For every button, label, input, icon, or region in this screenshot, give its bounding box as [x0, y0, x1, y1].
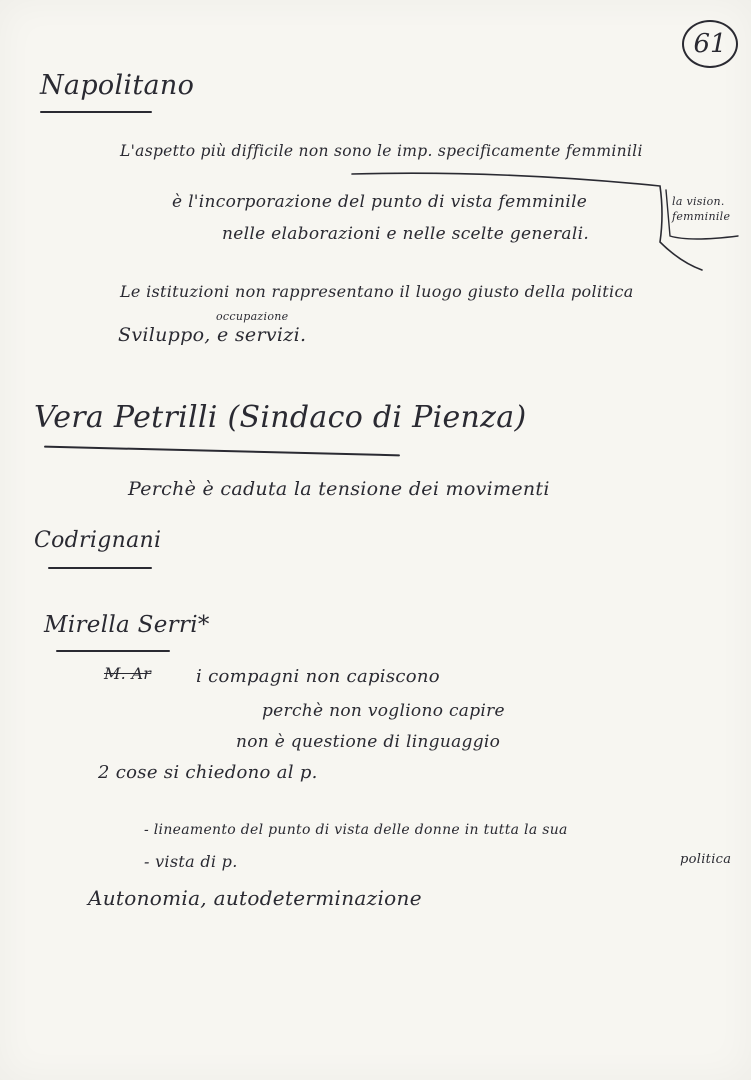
note-line: Le istituzioni non rappresentano il luogo giusto della politica: [120, 282, 634, 301]
note-line: L'aspetto più difficile non sono le imp. specificamente femminili: [120, 142, 643, 160]
note-line: Sviluppo, e servizi.: [118, 324, 307, 346]
struck-text: M. Ar: [104, 664, 152, 683]
note-line-continuation: politica: [680, 852, 732, 867]
note-line: - lineamento del punto di vista delle donne in tutta la sua: [144, 822, 568, 838]
page-number: 61: [682, 20, 738, 68]
section-heading-napolitano: Napolitano: [40, 70, 195, 101]
note-line: 2 cose si chiedono al p.: [98, 762, 318, 783]
section-heading-codrignani: Codrignani: [34, 528, 162, 553]
note-line: è l'incorporazione del punto di vista femminile: [172, 192, 588, 212]
section-heading-serri: Mirella Serri*: [44, 612, 210, 638]
note-line: perchè non vogliono capire: [262, 701, 505, 721]
note-line: i compagni non capiscono: [196, 666, 440, 687]
note-line: - vista di p.: [144, 852, 238, 871]
note-line: Perchè è caduta la tensione dei movimenti: [128, 478, 550, 500]
note-line: Autonomia, autodeterminazione: [88, 886, 422, 910]
note-line: non è questione di linguaggio: [236, 732, 501, 752]
inserted-word: occupazione: [216, 310, 289, 323]
section-heading-petrilli: Vera Petrilli (Sindaco di Pienza): [34, 400, 527, 435]
margin-note: la vision. femminile: [672, 195, 731, 223]
note-line: nelle elaborazioni e nelle scelte generali.: [222, 224, 590, 244]
